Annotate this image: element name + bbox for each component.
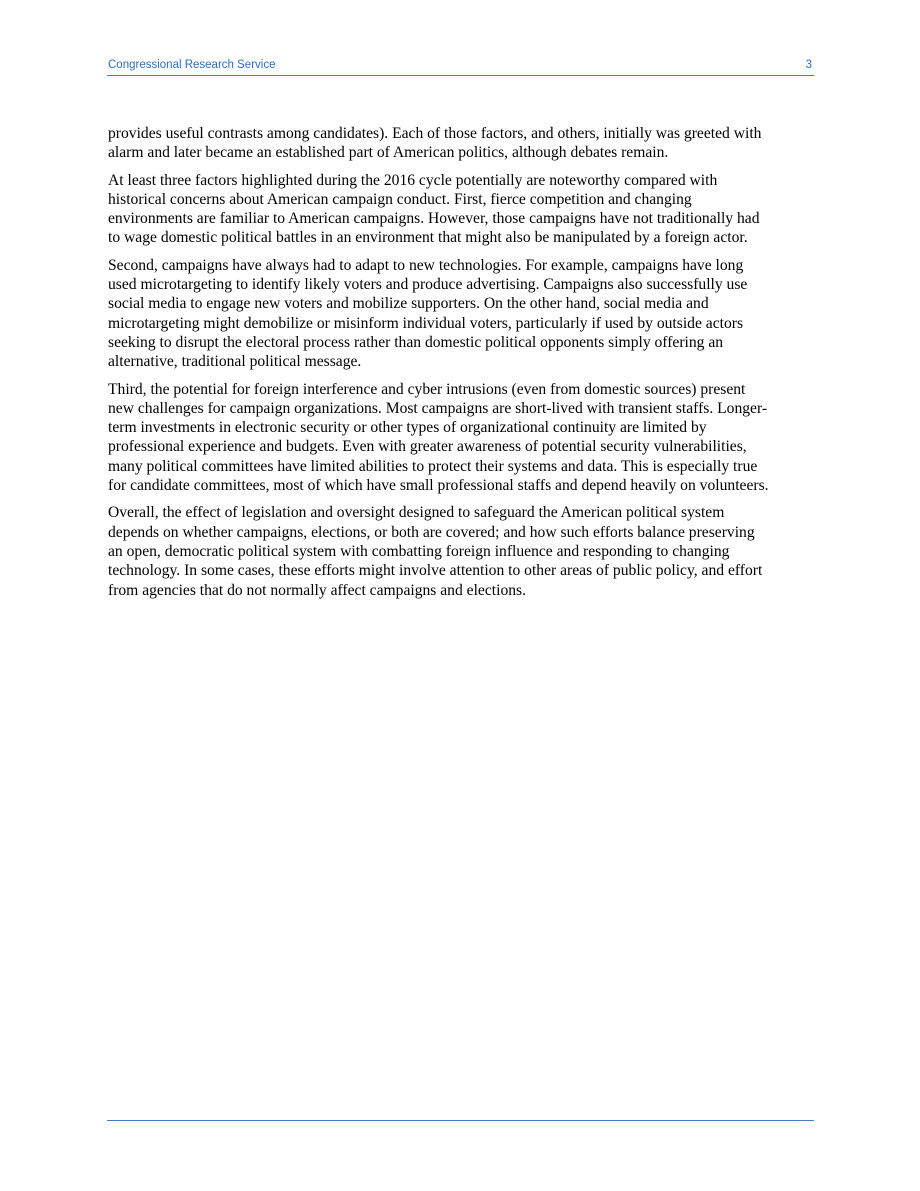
paragraph-2 [108,171,816,248]
text-line: microtargeting might demobilize or misinform individual voters, particularly if used by outside actors [108,314,744,332]
text-line: to wage domestic political battles in an environment that might also be manipulated by a foreign actor. [108,229,748,247]
text-line: social media to engage new voters and mobilize supporters. On the other hand, social media and [108,295,709,313]
text-line: At least three factors highlighted during the 2016 cycle potentially are noteworthy compared with [108,171,718,189]
text-line: historical concerns about American campaign conduct. First, fierce competition and changing [108,190,692,208]
paragraph-3 [108,256,816,372]
text-line: used microtargeting to identify likely voters and produce advertising. Campaigns also successfully use [108,276,748,294]
text-line: term investments in electronic security or other types of organizational continuity are limited by [108,419,707,437]
text-line: Second, campaigns have always had to adapt to new technologies. For example, campaigns have long [108,256,744,274]
paragraph-1 [108,124,816,163]
paragraph-4 [108,380,816,496]
text-line: Third, the potential for foreign interference and cyber intrusions (even from domestic sources) present [108,380,746,398]
page-header [107,57,814,76]
text-line: technology. In some cases, these efforts might involve attention to other areas of public policy, and effort [108,562,763,580]
text-line: for candidate committees, most of which have small professional staffs and depend heavily on volunteers. [108,477,769,495]
header-source-label: Congressional Research Service [108,59,276,71]
paragraph-5 [108,503,816,599]
body-text [108,124,816,608]
footer-divider [107,1120,814,1121]
text-line: Overall, the effect of legislation and oversight designed to safeguard the American political system [108,504,725,522]
text-line: an open, democratic political system with combatting foreign influence and responding to changing [108,542,730,560]
text-line: alarm and later became an established part of American politics, although debates remain. [108,144,669,162]
text-line: environments are familiar to American campaigns. However, those campaigns have not traditionally had [108,210,760,228]
text-line: from agencies that do not normally affect campaigns and elections. [108,581,527,599]
text-line: provides useful contrasts among candidates). Each of those factors, and others, initially was greeted with [108,125,762,142]
text-line: new challenges for campaign organizations. Most campaigns are short-lived with transient staffs. Longer- [108,399,768,417]
text-line: many political committees have limited abilities to protect their systems and data. This is especially true [108,457,758,475]
page-number: 3 [805,59,812,71]
text-line: depends on whether campaigns, elections, or both are covered; and how such efforts balance preserving [108,523,755,541]
text-line: seeking to disrupt the electoral process rather than domestic political opponents simply offering an [108,333,724,351]
text-line: professional experience and budgets. Even with greater awareness of potential security vulnerabilities, [108,438,747,456]
text-line: alternative, traditional political message. [108,353,362,371]
